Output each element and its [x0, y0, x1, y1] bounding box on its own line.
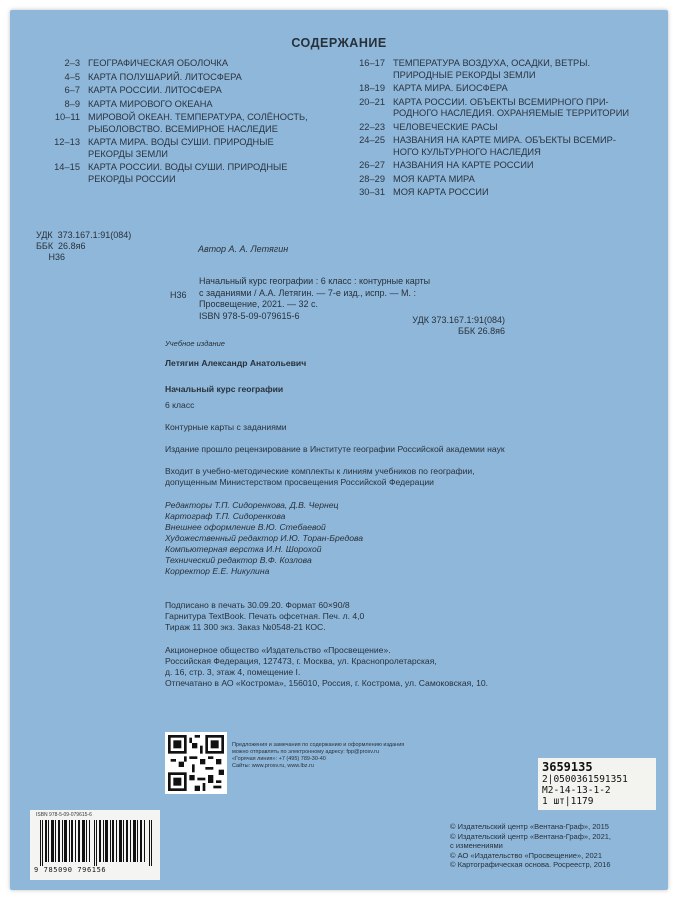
toc-pages: 20–21 — [359, 96, 385, 107]
toc-pages: 8–9 — [64, 98, 80, 109]
udk-bbk-block — [36, 230, 131, 263]
barcode-icon — [40, 820, 152, 866]
udk-code: УДК 373.167.1:91(084) — [36, 230, 132, 240]
copyright-notice: © Издательский центр «Вентана-Граф», 2015 © Издательский центр «Вентана-Граф», 2021, с изменениями © АО «Издательство «Просвещение», 2021 © Картографическая основа. Росреестр, 2016 — [450, 822, 612, 870]
toc-pages: 28–29 — [359, 173, 385, 184]
toc-text: МОЯ КАРТА РОССИИ — [393, 187, 489, 197]
book-back-cover — [10, 10, 668, 890]
bbk-code: ББК 26.8я6 — [36, 241, 86, 251]
toc-text: НАЗВАНИЯ НА КАРТЕ МИРА. ОБЪЕКТЫ ВСЕМИР- НОГО КУЛЬТУРНОГО НАСЛЕДИЯ — [393, 135, 616, 157]
udk-code-right: УДК 373.167.1:91(084) — [412, 315, 505, 325]
sticker-line: М2-14-13-1-2 — [542, 785, 611, 796]
toc-text: КАРТА РОССИИ. ВОДЫ СУШИ. ПРИРОДНЫЕ РЕКОРДЫ РОССИИ — [88, 162, 288, 184]
publisher-address: Акционерное общество «Издательство «Просвещение». Российская Федерация, 127473, г. Москва, ул. Краснопролетарская, д. 16, стр. 3, этаж 4, помещение I. Отпечатано в АО «Кострома», 156010, Россия, г. Кострома, ул. Самоковская, 10. — [165, 645, 489, 688]
book-subtitle: Контурные карты с заданиями — [165, 422, 287, 432]
qr-code-icon — [168, 735, 224, 791]
sticker-number: 3659135 — [542, 760, 593, 774]
toc-pages: 12–13 — [54, 137, 80, 147]
toc-title: СОДЕРЖАНИЕ — [291, 36, 387, 50]
toc-text: НАЗВАНИЯ НА КАРТЕ РОССИИ — [393, 160, 534, 170]
toc-pages: 30–31 — [359, 187, 385, 197]
toc-entry — [40, 85, 340, 97]
author-full-name: Летягин Александр Анатольевич — [165, 358, 307, 368]
toc-entry — [345, 160, 655, 172]
author-mark: Н36 — [36, 252, 66, 262]
store-sticker — [538, 758, 656, 810]
toc-entry — [345, 58, 655, 81]
toc-text: КАРТА МИРА. ВОДЫ СУШИ. ПРИРОДНЫЕ РЕКОРДЫ ЗЕМЛИ — [88, 137, 274, 159]
toc-pages: 22–23 — [359, 121, 385, 132]
toc-entry — [345, 122, 655, 134]
book-title: Начальный курс географии — [165, 384, 284, 394]
toc-text: ТЕМПЕРАТУРА ВОЗДУХА, ОСАДКИ, ВЕТРЫ. ПРИРОДНЫЕ РЕКОРДЫ ЗЕМЛИ — [393, 58, 591, 80]
toc-text: КАРТА РОССИИ. ЛИТОСФЕРА — [88, 85, 222, 95]
toc-entry — [345, 97, 655, 120]
toc-pages: 16–17 — [359, 58, 385, 68]
toc-entry — [345, 83, 655, 95]
toc-text: КАРТА МИРОВОГО ОКЕАНА — [88, 98, 213, 109]
author-mark-inline: Н36 — [170, 290, 187, 300]
edition-label: Учебное издание — [165, 339, 225, 348]
toc-pages: 4–5 — [64, 71, 80, 82]
isbn-barcode — [30, 810, 160, 880]
toc-text: КАРТА РОССИИ. ОБЪЕКТЫ ВСЕМИРНОГО ПРИ- РОДНОГО НАСЛЕДИЯ. ОХРАНЯЕМЫЕ ТЕРРИТОРИИ — [393, 96, 630, 118]
review-note: Издание прошло рецензирование в Институте географии Российской академии наук — [165, 444, 505, 454]
toc-entry — [40, 72, 340, 84]
qr-code — [165, 732, 227, 794]
toc-text: МОЯ КАРТА МИРА — [393, 173, 475, 184]
toc-pages: 2–3 — [64, 58, 80, 68]
feedback-contacts: Предложения и замечания по содержанию и оформлению издания можно отправлять по электронному адресу: fpp@prosv.ru «Горячая линия»: +7 (495) 789-30-40 Сайты: www.prosv.ru, www.lbz.ru — [232, 742, 405, 769]
toc-left-column — [40, 58, 340, 187]
staff-list: Редакторы Т.П. Сидоренкова, Д.В. Чернец Картограф Т.П. Сидоренкова Внешнее оформление В.Ю. Стебаевой Художественный редактор И.Ю. Торан-Бредова Компьютерная верстка И.Н. Шорохой Технический редактор В.Ф. Козлова Корректор Е.Е. Никулина — [165, 500, 364, 576]
print-details: Подписано в печать 30.09.20. Формат 60×90/8 Гарнитура TextBook. Печать офсетная. Печ. л. 4,0 Тираж 11 300 экз. Заказ №0548-21 КОС. — [165, 600, 365, 632]
toc-entry — [345, 187, 655, 199]
toc-entry — [40, 162, 340, 185]
bibliographic-record: Начальный курс географии : 6 класс : контурные карты с заданиями / А.А. Летягин. — 7-е изд., испр. — М. : Просвещение, 2021. — 32 с. ISBN 978-5-09-079615-6 — [199, 276, 431, 321]
author-line: Автор А. А. Летягин — [198, 244, 289, 254]
udk-bbk-right — [390, 315, 505, 337]
toc-entry — [40, 112, 340, 135]
toc-pages: 14–15 — [54, 162, 80, 172]
toc-entry — [40, 99, 340, 111]
toc-text: ЧЕЛОВЕЧЕСКИЕ РАСЫ — [393, 121, 498, 132]
sticker-line: 1 шт|1179 — [542, 796, 594, 807]
toc-right-column — [345, 58, 655, 201]
isbn-label: ISBN 978-5-09-079615-6 — [36, 812, 92, 818]
toc-text: МИРОВОЙ ОКЕАН. ТЕМПЕРАТУРА, СОЛЁНОСТЬ, РЫБОЛОВСТВО. ВСЕМИРНОЕ НАСЛЕДИЕ — [88, 112, 308, 134]
toc-entry — [345, 135, 655, 158]
toc-text: КАРТА МИРА. БИОСФЕРА — [393, 83, 508, 93]
toc-entry — [345, 174, 655, 186]
toc-pages: 24–25 — [359, 135, 385, 145]
toc-pages: 26–27 — [359, 160, 385, 170]
complex-note: Входит в учебно-методические комплекты к линиям учебников по географии, допущенным Министерством просвещения Российской Федерации — [165, 466, 475, 487]
toc-entry — [40, 137, 340, 160]
toc-pages: 10–11 — [54, 112, 80, 122]
barcode-digits: 9 785090 796156 — [34, 866, 107, 874]
toc-text: КАРТА ПОЛУШАРИЙ. ЛИТОСФЕРА — [88, 71, 242, 82]
sticker-line: 2|0500361591351 — [542, 774, 628, 785]
grade: 6 класс — [165, 400, 195, 410]
toc-text: ГЕОГРАФИЧЕСКАЯ ОБОЛОЧКА — [88, 58, 229, 68]
toc-pages: 6–7 — [64, 85, 80, 95]
bbk-code-right: ББК 26.8я6 — [458, 326, 505, 336]
toc-pages: 18–19 — [359, 83, 385, 93]
toc-entry — [40, 58, 340, 70]
